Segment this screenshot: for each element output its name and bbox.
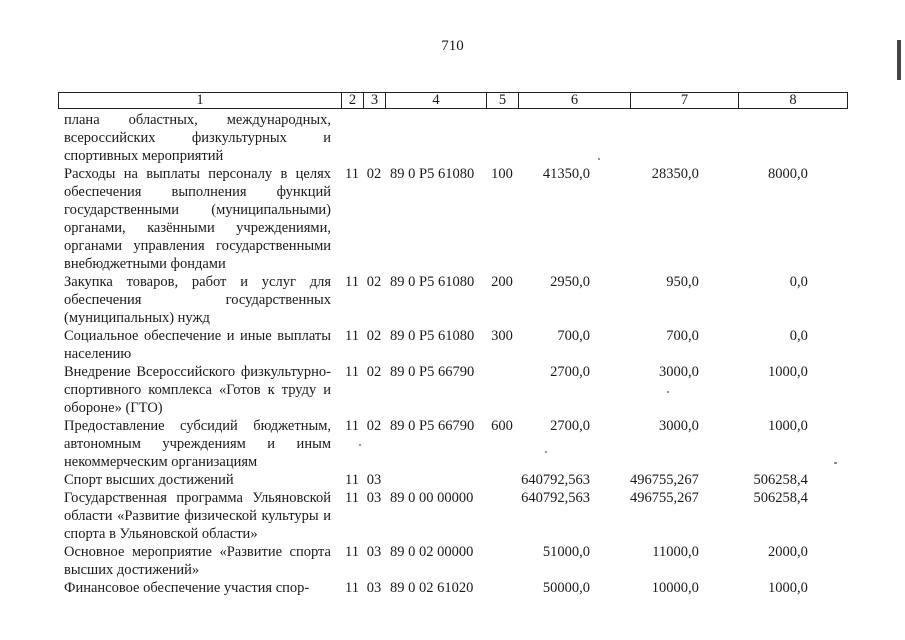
- row-cell-c8: 1000,0: [768, 364, 808, 380]
- row-name-cell: [58, 579, 341, 597]
- row-cell-c4: 89 0 P5 61080: [390, 274, 475, 290]
- row-name: Предоставление субсидий бюджетным, автономным учреждениям и иным некоммерческим организациям: [64, 418, 331, 470]
- column-header: 6: [519, 93, 631, 109]
- row-cell-c2: 11: [345, 166, 359, 182]
- row-cell-c6: 640792,563: [521, 490, 590, 506]
- row-cell-c8: 2000,0: [768, 544, 808, 560]
- row-name-cell: [58, 489, 341, 543]
- column-header: 7: [631, 93, 739, 109]
- row-cell-c4: 89 0 00 00000: [390, 490, 474, 506]
- row-name-cell: [58, 111, 341, 165]
- row-cell-c4: 89 0 P5 61080: [390, 328, 475, 344]
- row-cell-c6: 51000,0: [542, 544, 590, 560]
- table-row: [58, 543, 848, 579]
- row-cell-c2: 11: [345, 580, 359, 596]
- row-cell-c7: 3000,0: [659, 364, 699, 380]
- scan-speck: [667, 391, 669, 393]
- row-cell-c2: 11: [345, 544, 359, 560]
- row-cell-c4: 89 0 P5 66790: [390, 418, 475, 434]
- row-cell-c6: [518, 111, 630, 165]
- table-row: [58, 417, 848, 471]
- row-name: Расходы на выплаты персоналу в целях обеспечения выполнения функций государственными (муниципальными) органами, казёнными учреждениями, органами управления государственными внебюджетными фондами: [64, 166, 331, 272]
- row-cell-c3: 03: [366, 580, 382, 596]
- column-header: 2: [342, 93, 364, 109]
- row-cell-c7: 10000,0: [651, 580, 699, 596]
- table-row: [58, 327, 848, 363]
- row-name-cell: [58, 165, 341, 273]
- row-cell-c2: 11: [345, 328, 359, 344]
- row-cell-c5: 300: [491, 328, 513, 344]
- row-cell-c3: 02: [366, 166, 382, 182]
- row-cell-c8: 1000,0: [768, 580, 808, 596]
- row-cell-c6: 2700,0: [550, 364, 590, 380]
- row-cell-c3: [363, 111, 385, 165]
- scan-edge-mark: [897, 40, 901, 80]
- row-cell-c3: 02: [366, 274, 382, 290]
- row-cell-c4: 89 0 02 00000: [390, 544, 474, 560]
- scan-speck: [359, 444, 361, 446]
- column-header: 3: [364, 93, 386, 109]
- row-cell-c6: 50000,0: [542, 580, 590, 596]
- table-row: [58, 273, 848, 327]
- row-name-cell: [58, 543, 341, 579]
- row-cell-c7: 950,0: [666, 274, 699, 290]
- row-cell-c8: 506258,4: [753, 490, 808, 506]
- row-cell-c7: 3000,0: [659, 418, 699, 434]
- row-cell-c8: 1000,0: [768, 418, 808, 434]
- row-cell-c7: 700,0: [666, 328, 699, 344]
- table-row: [58, 489, 848, 543]
- table-row: [58, 579, 848, 597]
- row-name-cell: [58, 471, 341, 489]
- row-cell-c2: 11: [345, 364, 359, 380]
- column-header: 1: [59, 93, 342, 109]
- row-cell-c5: 600: [491, 418, 513, 434]
- row-cell-c3: 02: [366, 328, 382, 344]
- row-cell-c5: [486, 363, 518, 417]
- row-cell-c5: [486, 471, 518, 489]
- row-cell-c5: [486, 543, 518, 579]
- budget-table: [58, 111, 848, 597]
- row-cell-c5: 200: [491, 274, 513, 290]
- row-cell-c2: [341, 111, 363, 165]
- row-cell-c3: 03: [366, 544, 382, 560]
- row-cell-c6: 2950,0: [550, 274, 590, 290]
- row-cell-c4: 89 0 02 61020: [390, 580, 474, 596]
- row-cell-c7: 496755,267: [630, 472, 699, 488]
- table-header: [58, 92, 848, 109]
- table-row: [58, 471, 848, 489]
- row-name: Спорт высших достижений: [64, 472, 234, 488]
- row-cell-c3: 03: [366, 472, 382, 488]
- row-name-cell: [58, 417, 341, 471]
- row-cell-c8: 8000,0: [768, 166, 808, 182]
- row-cell-c7: 496755,267: [630, 490, 699, 506]
- row-cell-c4: 89 0 P5 66790: [390, 364, 475, 380]
- row-cell-c5: [486, 579, 518, 597]
- row-cell-c5: 100: [491, 166, 513, 182]
- column-header: 8: [739, 93, 848, 109]
- scan-speck: [545, 451, 547, 453]
- table-row: [58, 111, 848, 165]
- row-cell-c8: [739, 111, 848, 165]
- row-name-cell: [58, 327, 341, 363]
- table-row: [58, 363, 848, 417]
- row-cell-c6: 2700,0: [550, 418, 590, 434]
- column-header: 4: [386, 93, 487, 109]
- row-cell-c2: 11: [345, 418, 359, 434]
- row-name: Финансовое обеспечение участия спор-: [64, 580, 310, 596]
- row-name: Закупка товаров, работ и услуг для обеспечения государственных (муниципальных) нужд: [64, 274, 331, 326]
- row-cell-c4: [385, 471, 486, 489]
- row-cell-c4: [385, 111, 486, 165]
- row-cell-c3: 02: [366, 364, 382, 380]
- row-cell-c8: 506258,4: [753, 472, 808, 488]
- row-cell-c6: 700,0: [557, 328, 590, 344]
- row-cell-c2: 11: [345, 274, 359, 290]
- row-name: Государственная программа Ульяновской области «Развитие физической культуры и спорта в Ульяновской области»: [64, 490, 331, 542]
- row-cell-c3: 03: [366, 490, 382, 506]
- page-number: 710: [441, 38, 464, 54]
- row-name: Социальное обеспечение и иные выплаты населению: [64, 328, 331, 362]
- row-cell-c7: 11000,0: [652, 544, 699, 560]
- scan-speck: [834, 462, 837, 464]
- row-cell-c3: 02: [366, 418, 382, 434]
- row-name: Основное мероприятие «Развитие спорта высших достижений»: [64, 544, 331, 578]
- column-header: 5: [487, 93, 519, 109]
- row-cell-c7: 28350,0: [651, 166, 699, 182]
- row-name: плана областных, международных, всероссийских физкультурных и спортивных мероприятий: [64, 112, 331, 164]
- table-row: [58, 165, 848, 273]
- row-cell-c4: 89 0 P5 61080: [390, 166, 475, 182]
- row-cell-c8: 0,0: [789, 328, 808, 344]
- row-name: Внедрение Всероссийского физкультурно-спортивного комплекса «Готов к труду и обороне» (ГТО): [64, 364, 331, 416]
- row-cell-c5: [486, 489, 518, 543]
- scan-speck: [598, 158, 600, 160]
- row-cell-c7: [630, 111, 739, 165]
- row-cell-c2: 11: [345, 490, 359, 506]
- row-name-cell: [58, 273, 341, 327]
- row-cell-c6: 41350,0: [542, 166, 590, 182]
- row-cell-c8: 0,0: [789, 274, 808, 290]
- row-cell-c6: 640792,563: [521, 472, 590, 488]
- row-cell-c5: [486, 111, 518, 165]
- row-cell-c2: 11: [345, 472, 359, 488]
- header-row: [59, 93, 848, 109]
- row-name-cell: [58, 363, 341, 417]
